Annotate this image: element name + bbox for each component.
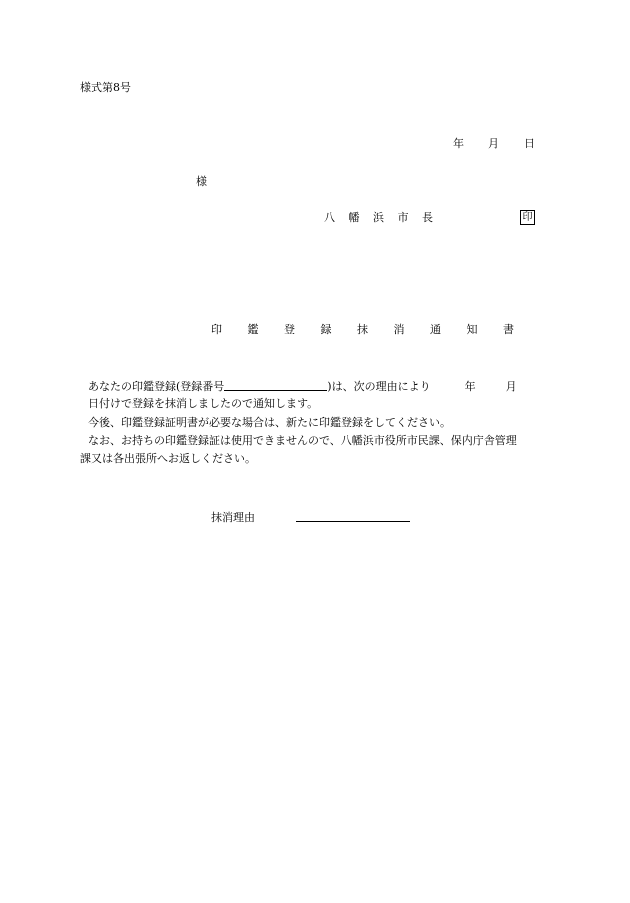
body-line-1 [88, 379, 517, 394]
body-line-1-text-a: あなたの印鑑登録(登録番号 [88, 380, 225, 393]
body-line-2: 日付けで登録を抹消しましたので通知します。 [88, 397, 319, 410]
date-year-label: 年 [453, 137, 464, 150]
body-line-5: 課又は各出張所へお返しください。 [80, 452, 256, 465]
reason-blank-line [296, 521, 410, 522]
document-title: 印 鑑 登 録 抹 消 通 知 書 [211, 323, 525, 336]
body-line-1-text-b: )は、次の理由により [327, 380, 431, 393]
issuer-name: 八 幡 浜 市 長 [324, 211, 438, 224]
addressee-honorific: 様 [196, 175, 207, 188]
body-line-4: なお、お持ちの印鑑登録証は使用できませんので、八幡浜市役所市民課、保内庁舎管理 [88, 434, 517, 447]
body-line-1-month: 月 [505, 380, 517, 393]
seal-stamp-box: 印 [520, 210, 535, 225]
date-month-label: 月 [488, 137, 499, 150]
form-number: 様式第8号 [80, 81, 131, 94]
date-day-label: 日 [524, 137, 535, 150]
reason-label: 抹消理由 [211, 511, 255, 524]
body-line-3: 今後、印鑑登録証明書が必要な場合は、新たに印鑑登録をしてください。 [88, 416, 451, 429]
body-line-1-year: 年 [464, 380, 476, 393]
registration-number-blank [224, 379, 327, 391]
